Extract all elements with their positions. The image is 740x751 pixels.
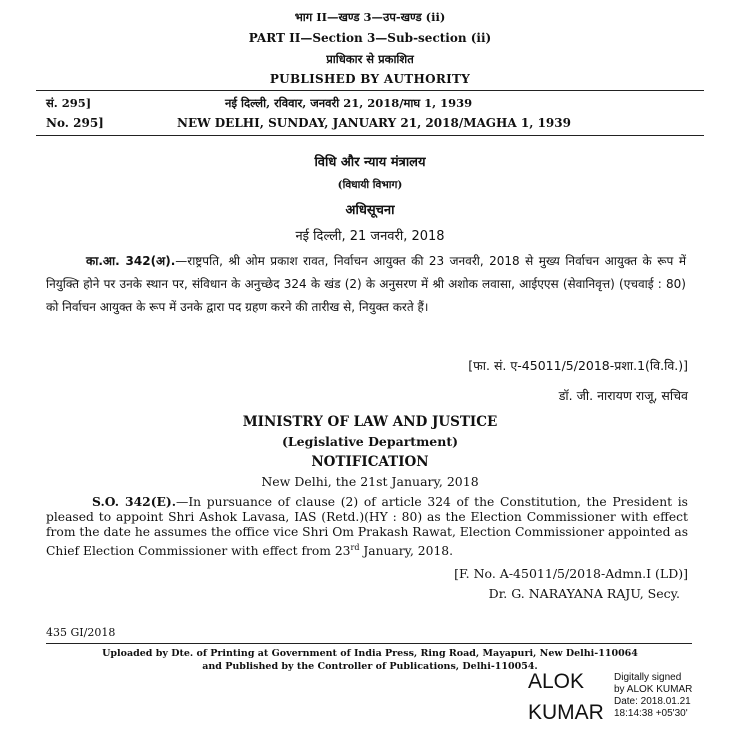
issue-number-hindi: सं. 295]	[46, 96, 92, 110]
authority-english: PUBLISHED BY AUTHORITY	[269, 72, 471, 86]
uploaded-by-line-2: and Published by the Controller of Publications, Delhi-110054.	[202, 661, 538, 672]
signer-name-line-1: ALOK	[528, 670, 585, 693]
gazette-code: 435 GI/2018	[46, 626, 116, 639]
authority-hindi: प्राधिकार से प्रकाशित	[326, 52, 414, 66]
signature-detail-3: Date: 2018.01.21	[614, 696, 691, 707]
notification-hindi: अधिसूचना	[345, 203, 395, 218]
body-hindi	[46, 250, 686, 319]
signature-details	[614, 672, 692, 720]
header-rule-bottom	[36, 135, 704, 136]
dateline-english: NEW DELHI, SUNDAY, JANUARY 21, 2018/MAGHA 1, 1939	[177, 116, 571, 130]
body-english	[46, 494, 688, 559]
file-number-hindi: [फा. सं. ए-45011/5/2018-प्रशा.1(वि.वि.)]	[468, 358, 688, 373]
dateline-hindi: नई दिल्ली, रविवार, जनवरी 21, 2018/माघ 1, 1939	[225, 96, 473, 110]
ministry-english: MINISTRY OF LAW AND JUSTICE	[242, 414, 498, 430]
part-heading-english: PART II—Section 3—Sub-section (ii)	[248, 31, 492, 45]
department-hindi: (विधायी विभाग)	[337, 179, 403, 191]
signature-detail-1: Digitally signed	[614, 672, 682, 683]
signature-detail-2: by ALOK KUMAR	[614, 684, 693, 695]
signatory-hindi: डॉ. जी. नारायण राजू, सचिव	[558, 388, 688, 403]
header-rule-top	[36, 90, 704, 91]
signatory-english: Dr. G. NARAYANA RAJU, Secy.	[488, 586, 680, 601]
file-number-english: [F. No. A-45011/5/2018-Admn.I (LD)]	[454, 566, 688, 581]
body-text-hindi: —राष्ट्रपति, श्री ओम प्रकाश रावत, निर्वाचन आयुक्त की 23 जनवरी, 2018 से मुख्य निर्वाचन आयुक्त के रूप में नियुक्ति होने पर उनके स्थान पर, संविधान के अनुच्छेद 324 के खंड (2) के अनुसरण में श्री अशोक लवासा, आईएएस (सेवानिवृत्त) (एचवाई : 80) को निर्वाचन आयुक्त के रूप में उनके द्वारा पद ग्रहण करने की तारीख से, नियुक्त करते हैं।	[46, 254, 686, 314]
notification-english: NOTIFICATION	[311, 454, 429, 470]
footer-rule	[46, 643, 692, 644]
ordinal-suffix: rd	[350, 543, 360, 552]
ministry-hindi: विधि और न्याय मंत्रालय	[314, 155, 426, 170]
place-date-english: New Delhi, the 21st January, 2018	[261, 474, 479, 489]
body-text-english-2: January, 2018.	[359, 544, 454, 559]
body-text-english-1: —In pursuance of clause (2) of article 324 of the Constitution, the President is pleased to appoint Shri Ashok Lavasa, IAS (Retd.)(HY : 80) as the Election Commissioner with effect from the date he assumes the office vice Shri Om Prakash Rawat, Election Commissioner appointed as Chief Election Commissioner with effect from 23	[46, 495, 688, 559]
so-number-english: S.O. 342(E).	[92, 494, 177, 509]
so-number-hindi: का.आ. 342(अ).	[86, 254, 176, 268]
place-date-hindi: नई दिल्ली, 21 जनवरी, 2018	[295, 229, 445, 244]
signature-detail-4: 18:14:38 +05'30'	[614, 708, 688, 719]
part-heading-hindi: भाग II—खण्ड 3—उप-खण्ड (ii)	[294, 10, 446, 24]
department-english: (Legislative Department)	[281, 434, 459, 449]
signer-name-line-2: KUMAR	[528, 701, 604, 724]
digital-signature	[528, 668, 728, 730]
issue-number-english: No. 295]	[46, 116, 104, 130]
uploaded-by-line-1: Uploaded by Dte. of Printing at Government of India Press, Ring Road, Mayapuri, New Delhi-110064	[102, 648, 638, 659]
